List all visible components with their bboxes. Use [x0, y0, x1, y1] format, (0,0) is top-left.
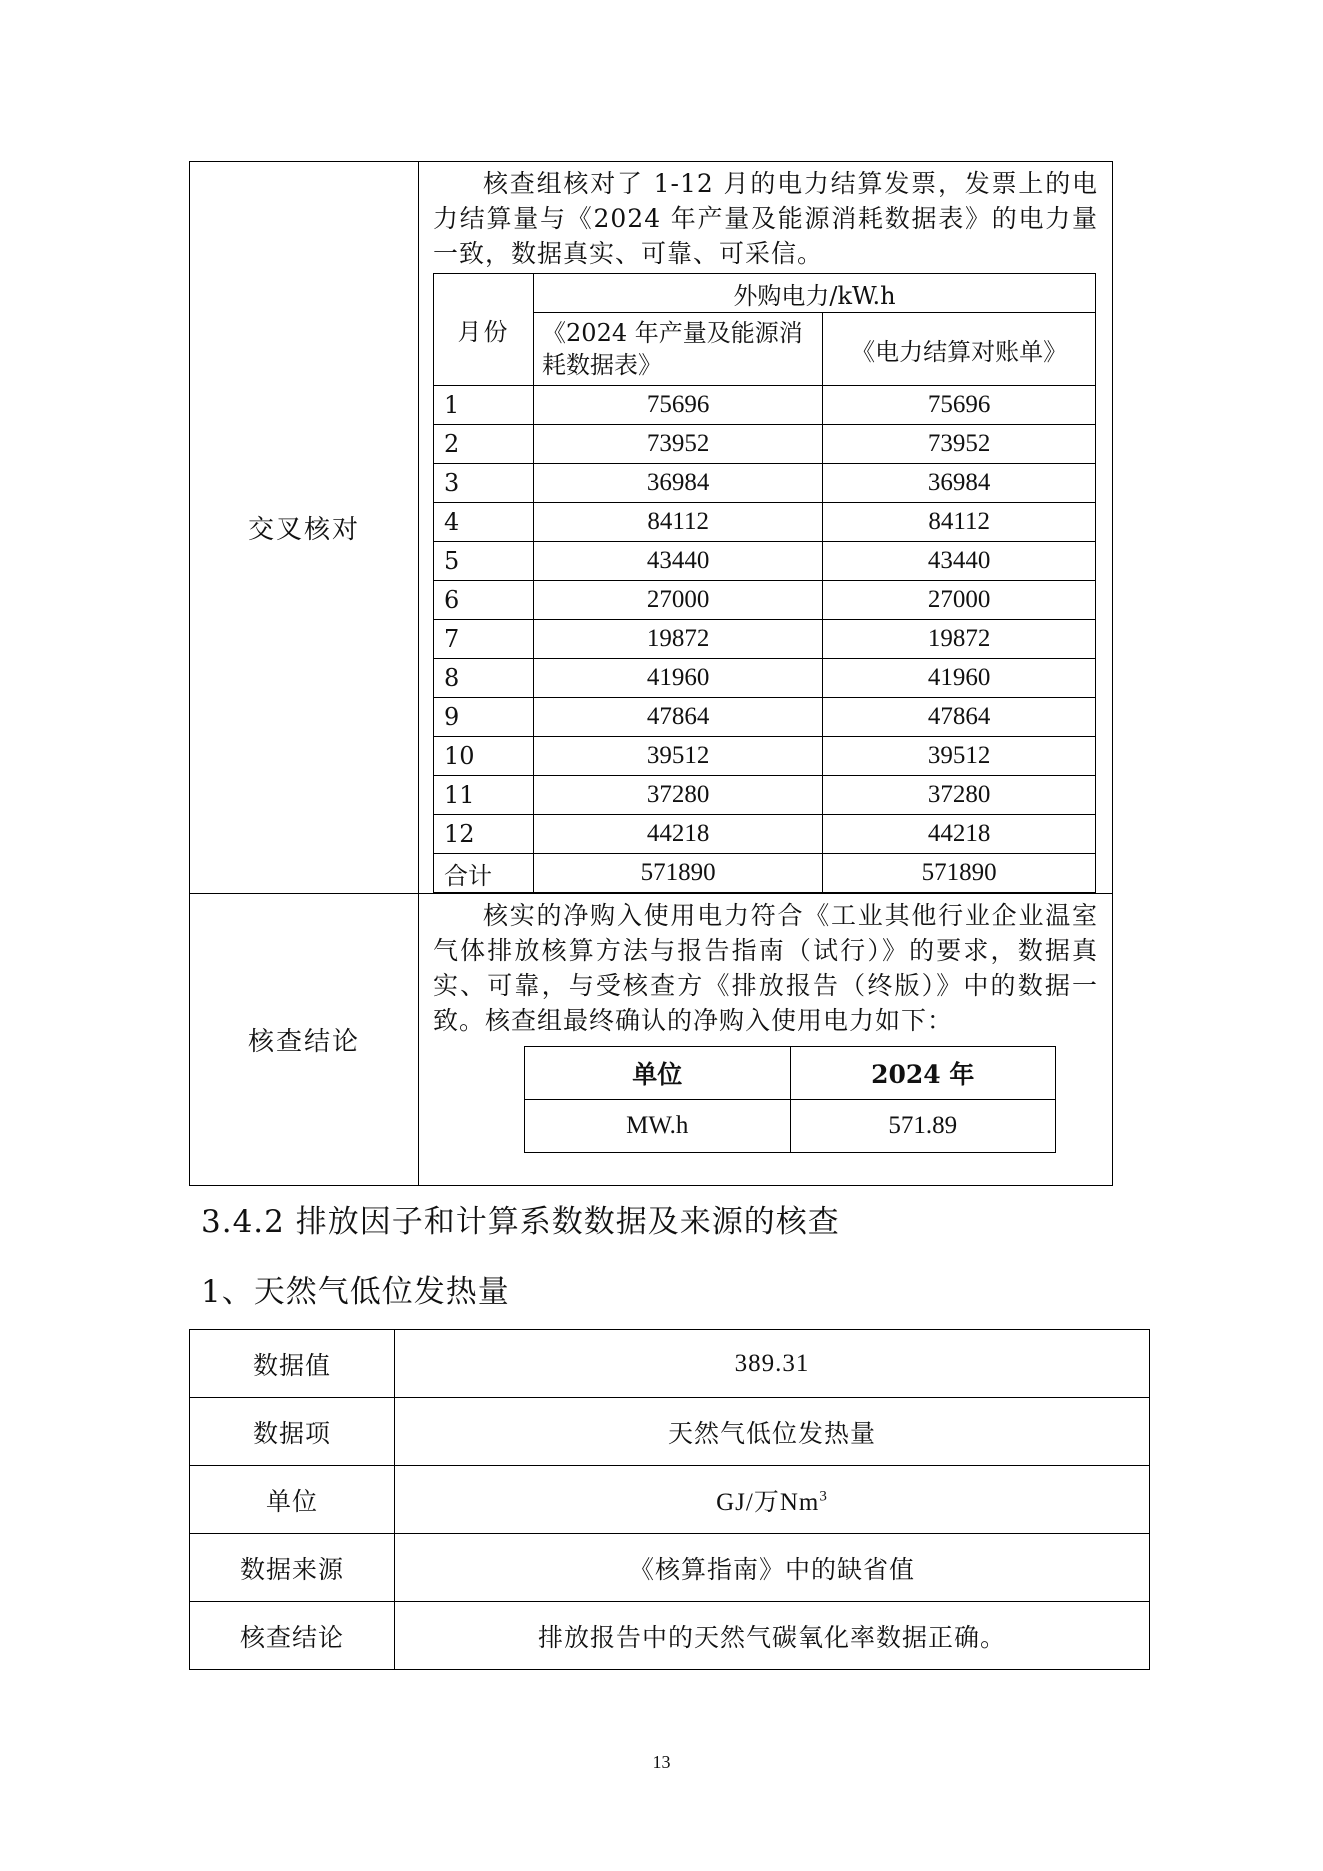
subheading: 1、天然气低位发热量	[201, 1274, 510, 1310]
factor-table	[189, 1329, 1150, 1670]
month-row	[434, 542, 1096, 581]
value-cell-report: 39512	[534, 737, 823, 776]
value-cell-bill: 41960	[823, 659, 1096, 698]
cross-check-intro: 核查组核对了 1-12 月的电力结算发票，发票上的电力结算量与《2024 年产量及能源消耗数据表》的电力量一致，数据真实、可靠、可采信。	[433, 169, 1098, 268]
month-row	[434, 776, 1096, 815]
month-cell: 合计	[434, 854, 534, 893]
month-table-subheader-row	[434, 313, 1096, 386]
month-row	[434, 464, 1096, 503]
conclusion-text: 核实的净购入使用电力符合《工业其他行业企业温室气体排放核算方法与报告指南（试行）》的要求，数据真实、可靠，与受核查方《排放报告（终版）》中的数据一致。核查组最终确认的净购入使用电力如下：	[433, 901, 1098, 1035]
month-row	[434, 503, 1096, 542]
factor-value	[395, 1330, 1150, 1398]
group-header: 外购电力/kW.h	[534, 274, 1096, 313]
section-heading: 3.4.2 排放因子和计算系数数据及来源的核查	[201, 1204, 840, 1240]
month-header: 月份	[434, 274, 534, 386]
value-cell-bill: 19872	[823, 620, 1096, 659]
month-cell: 8	[434, 659, 534, 698]
value-cell-report: 75696	[534, 386, 823, 425]
factor-label: 数据来源	[190, 1534, 395, 1602]
value-cell-report: 41960	[534, 659, 823, 698]
factor-label: 核查结论	[190, 1602, 395, 1670]
month-cell: 3	[434, 464, 534, 503]
unit-value: MW.h	[525, 1100, 791, 1153]
factor-value-sup: 3	[819, 1488, 828, 1505]
unit-header: 单位	[525, 1047, 791, 1100]
month-row	[434, 581, 1096, 620]
month-cell: 2	[434, 425, 534, 464]
value-cell-bill: 27000	[823, 581, 1096, 620]
monthly-electricity-table	[433, 273, 1096, 893]
factor-value-text: 《核算指南》中的缺省值	[628, 1554, 915, 1584]
page-number: 13	[652, 1752, 671, 1772]
month-table-header-row	[434, 274, 1096, 313]
value-cell-report: 19872	[534, 620, 823, 659]
value-cell-bill: 44218	[823, 815, 1096, 854]
factor-value	[395, 1466, 1150, 1534]
value-cell-report: 571890	[534, 854, 823, 893]
cross-check-content	[419, 162, 1113, 894]
month-cell: 7	[434, 620, 534, 659]
month-cell: 9	[434, 698, 534, 737]
factor-label: 单位	[190, 1466, 395, 1534]
cross-check-label: 交叉核对	[190, 162, 419, 894]
factor-label: 数据值	[190, 1330, 395, 1398]
factor-row	[190, 1602, 1150, 1670]
month-cell: 5	[434, 542, 534, 581]
factor-row	[190, 1330, 1150, 1398]
factor-value-text: 389.31	[734, 1349, 810, 1377]
value-cell-report: 27000	[534, 581, 823, 620]
month-row	[434, 620, 1096, 659]
value-cell-report: 47864	[534, 698, 823, 737]
factor-row	[190, 1398, 1150, 1466]
conclusion-row	[190, 894, 1113, 1186]
value-cell-bill: 39512	[823, 737, 1096, 776]
value-cell-bill: 43440	[823, 542, 1096, 581]
month-row	[434, 737, 1096, 776]
year-header: 2024 年	[790, 1047, 1056, 1100]
month-row	[434, 854, 1096, 893]
value-cell-report: 37280	[534, 776, 823, 815]
factor-value-text: 排放报告中的天然气碳氧化率数据正确。	[537, 1622, 1006, 1652]
month-cell: 11	[434, 776, 534, 815]
month-cell: 12	[434, 815, 534, 854]
factor-value-text: GJ/万Nm	[716, 1488, 820, 1516]
value-cell-report: 44218	[534, 815, 823, 854]
result-value-row	[525, 1100, 1056, 1153]
value-cell-bill: 571890	[823, 854, 1096, 893]
value-cell-report: 73952	[534, 425, 823, 464]
month-row	[434, 698, 1096, 737]
factor-row	[190, 1534, 1150, 1602]
col2-header: 《电力结算对账单》	[823, 313, 1096, 386]
year-value: 571.89	[790, 1100, 1056, 1153]
month-cell: 10	[434, 737, 534, 776]
factor-value	[395, 1602, 1150, 1670]
month-row	[434, 425, 1096, 464]
col1-header: 《2024 年产量及能源消耗数据表》	[534, 313, 823, 386]
value-cell-report: 36984	[534, 464, 823, 503]
cross-check-table	[189, 161, 1113, 1186]
month-cell: 1	[434, 386, 534, 425]
value-cell-bill: 75696	[823, 386, 1096, 425]
conclusion-label: 核查结论	[190, 894, 419, 1186]
value-cell-bill: 47864	[823, 698, 1096, 737]
cross-check-row	[190, 162, 1113, 894]
value-cell-report: 43440	[534, 542, 823, 581]
value-cell-bill: 84112	[823, 503, 1096, 542]
month-cell: 6	[434, 581, 534, 620]
month-cell: 4	[434, 503, 534, 542]
month-row	[434, 815, 1096, 854]
value-cell-bill: 37280	[823, 776, 1096, 815]
conclusion-content	[419, 894, 1113, 1186]
factor-label: 数据项	[190, 1398, 395, 1466]
factor-value	[395, 1534, 1150, 1602]
result-header-row	[525, 1047, 1056, 1100]
result-table	[524, 1046, 1056, 1153]
value-cell-bill: 36984	[823, 464, 1096, 503]
factor-value	[395, 1398, 1150, 1466]
value-cell-bill: 73952	[823, 425, 1096, 464]
factor-value-text: 天然气低位发热量	[667, 1418, 876, 1448]
month-row	[434, 386, 1096, 425]
value-cell-report: 84112	[534, 503, 823, 542]
factor-row	[190, 1466, 1150, 1534]
month-row	[434, 659, 1096, 698]
